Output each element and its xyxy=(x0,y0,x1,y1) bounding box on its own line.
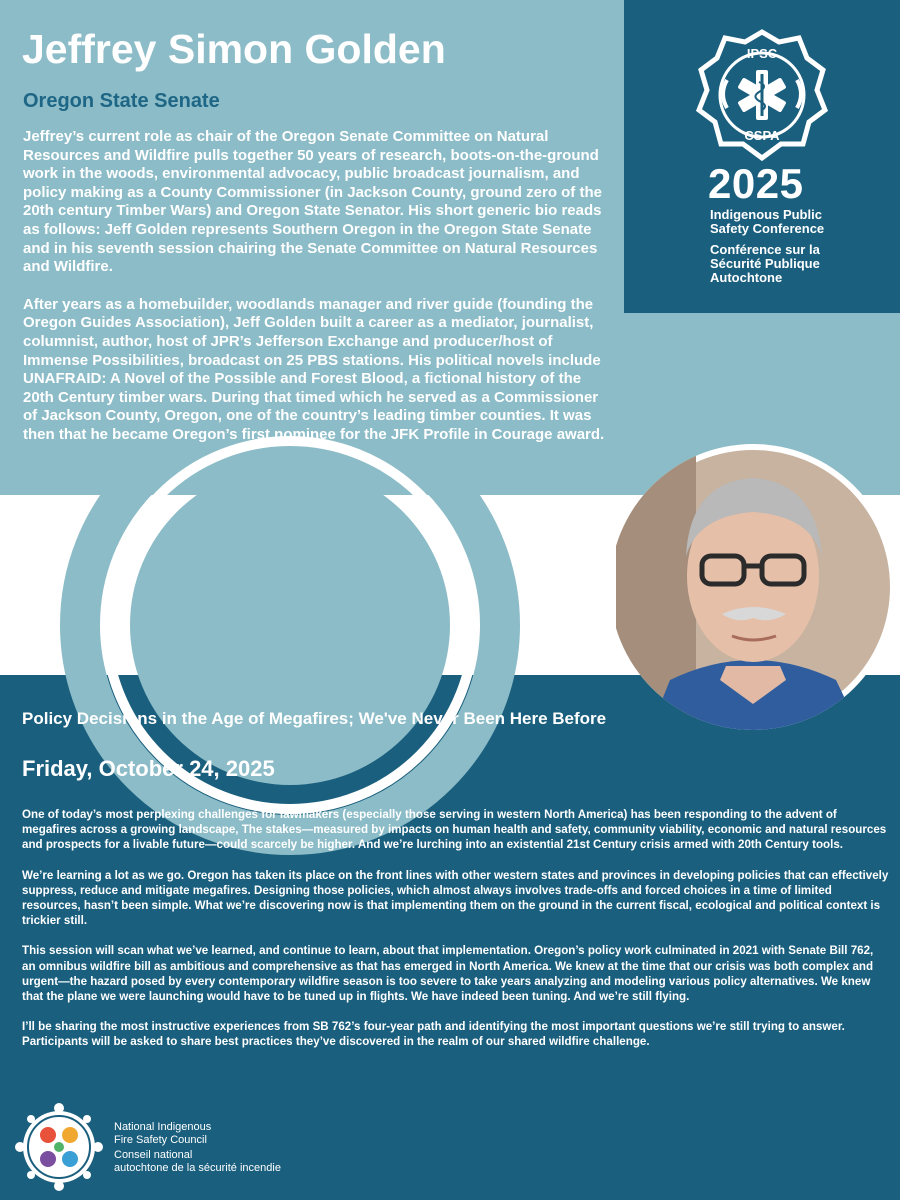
session-description xyxy=(22,807,890,1050)
medicine-wheel-icon xyxy=(12,1102,106,1192)
badge-top-text: IPSC xyxy=(746,46,778,61)
speaker-affiliation: Oregon State Senate xyxy=(23,90,220,112)
session-date: Friday, October 24, 2025 xyxy=(22,756,275,781)
bio-paragraph: After years as a homebuilder, woodlands manager and river guide (founding the Oregon Guides Association), Jeff Golden built a career as a mediator, journalist, columnist, author, host of JPR’s Jefferson Exchange and producer/host of Immense Possibilities, broadcast on 25 PBS stations. His political novels include UNAFRAID: A Novel of the Possible and Forest Blood, a fictional history of the 20th Century timber wars. During that timed which he served as a Commissioner of Jackson County, Oregon, one of the country’s leading timber counties. It was then that he became Oregon’s first nominee for the JFK Profile in Courage award. xyxy=(23,295,605,443)
badge-bottom-text: CSPA xyxy=(744,128,780,143)
org-name-en-line2: Fire Safety Council xyxy=(114,1134,207,1146)
conference-year: 2025 xyxy=(708,160,804,207)
speaker-bio xyxy=(23,128,615,445)
conference-logo-panel xyxy=(624,0,900,313)
org-name-fr-line2: autochtone de la sécurité incendie xyxy=(114,1162,281,1174)
description-paragraph: I’ll be sharing the most instructive experiences from SB 762’s four-year path and identifying the most important questions we’re still trying to answer. Participants will be asked to share best practices they’ve discovered in the realm of our shared wildfire challenge. xyxy=(22,1020,845,1049)
description-paragraph: This session will scan what we’ve learned, and continue to learn, about that implementation. Oregon’s policy work culminated in 2021 with Senate Bill 762, an omnibus wildfire bill as ambitious and comprehensive as that has emerged in North America. We knew at the time that our crisis was both complex and urgent—the hazard posed by every contemporary wildfire season is too severe to take years analyzing and modeling various policy alternatives. We knew that the plane we were launching would have to be tuned up in flights. We have indeed been tuning. And we’re still flying. xyxy=(22,944,874,1004)
org-name-fr-line1: Conseil national xyxy=(114,1149,193,1161)
conference-name-fr: Conférence sur la Sécurité Publique Autochtone xyxy=(710,242,820,285)
speaker-photo xyxy=(610,444,896,730)
session-title: Policy Decisions in the Age of Megafires; We've Never Been Here Before xyxy=(22,709,607,728)
org-name-en xyxy=(114,1121,211,1147)
org-name-fr xyxy=(114,1149,281,1175)
bio-paragraph: Jeffrey’s current role as chair of the Oregon Senate Committee on Natural Resources and Wildfire pulls together 50 years of research, boots-on-the-ground work in the woods, environmental advocacy, public broadcast journalism, and policy making as a County Commissioner (in Jackson County, ground zero of the 20th century Timber Wars) and Oregon State Senator. His short generic bio reads as follows: Jeff Golden represents Southern Oregon in the Oregon State Senate and in his seventh session chairing the Senate Committee on Natural Resources and Wildfire. xyxy=(23,128,602,276)
conference-badge-icon xyxy=(695,28,829,162)
description-paragraph: We’re learning a lot as we go. Oregon has taken its place on the front lines with other western states and provinces in developing policies that can effectively suppress, reduce and mitigate megafires. Designing those policies, which almost always involves trade-offs and forced choices in a time of limited resources, hasn’t been simple. What we’re discovering now is that implementing them on the ground in the current fiscal, ecological and political context is trickier still. xyxy=(22,868,889,928)
org-name-en-line1: National Indigenous xyxy=(114,1121,212,1133)
conference-name-en: Indigenous Public Safety Conference xyxy=(710,207,825,236)
speaker-name: Jeffrey Simon Golden xyxy=(22,26,446,72)
description-paragraph: One of today’s most perplexing challenges for lawmakers (especially those serving in western North America) has been responding to the advent of megafires across a growing landscape, The stakes—measured by impacts on human health and safety, community viability, economic and natural resources and prospects for a livable future—could scarcely be higher. And we’re lurching into an existential 21st Century crisis armed with 20th Century tools. xyxy=(22,808,887,852)
decorative-ring-graphic xyxy=(60,395,520,855)
